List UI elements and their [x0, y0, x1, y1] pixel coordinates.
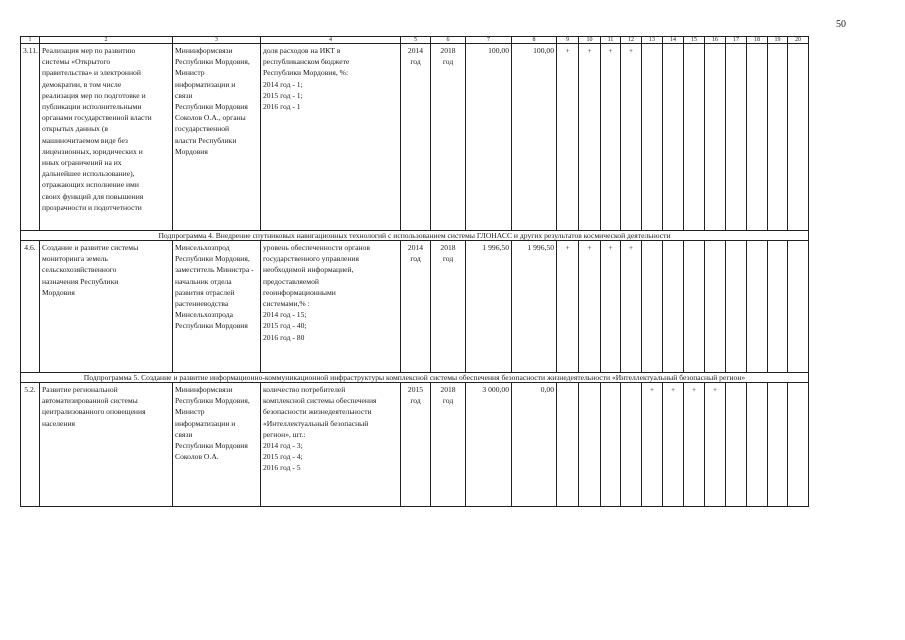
column-number-cell: 17 — [726, 37, 747, 44]
column-number-cell: 13 — [642, 37, 663, 44]
quarter-mark-cell — [788, 383, 809, 507]
item-number-cell: 5.2. — [21, 383, 40, 507]
program-table — [20, 36, 809, 507]
column-number-cell: 2 — [40, 37, 173, 44]
end-year-cell — [431, 241, 466, 373]
measure-cell — [40, 241, 173, 373]
subprogram-heading: Подпрограмма 4. Внедрение спутниковых навигационных технологий с использованием системы ГЛОНАСС и других результатов космической деятельности — [21, 231, 809, 241]
indicator-cell-line: необходимой информацией, — [263, 265, 354, 275]
item-number-cell: 3.11. — [21, 44, 40, 231]
quarter-mark-cell — [726, 241, 747, 373]
subprogram-heading-row — [21, 373, 809, 383]
end-year-cell-line: год — [442, 396, 454, 406]
end-year-cell-line: 2018 — [440, 46, 456, 55]
measure-cell-line: отражающих исполнение ими — [42, 180, 139, 190]
executor-cell-line: Республики Мордовия, — [175, 254, 250, 264]
table-row — [21, 241, 809, 373]
executor-cell-line: Республики Мордовия — [175, 321, 248, 331]
measure-cell-line: назначения Республики — [42, 276, 119, 286]
start-year-cell-line: 2014 — [407, 46, 424, 55]
executor-cell-line: Мининформсвязи — [175, 46, 233, 55]
indicator-cell-line: доля расходов на ИКТ в — [263, 46, 341, 55]
executor-cell-line: развития отраслей — [175, 287, 235, 297]
indicator-cell-line: 2015 год - 40; — [263, 321, 307, 331]
indicator-cell-line: Республики Мордовия, %: — [263, 68, 349, 78]
measure-cell-line: централизованного оповещения — [42, 407, 146, 417]
quarter-mark-cell: + — [579, 44, 601, 231]
executor-cell-line: связи — [175, 90, 193, 100]
table-row — [21, 44, 809, 231]
item-number-cell: 4.6. — [21, 241, 40, 373]
measure-cell-line: населения — [42, 418, 76, 428]
measure-cell-line: Реализация мер по развитию — [42, 46, 136, 55]
actual-value-cell: 1 996,50 — [512, 241, 557, 373]
column-number-cell: 20 — [788, 37, 809, 44]
start-year-cell-line: год — [410, 396, 421, 406]
column-number-cell: 16 — [705, 37, 726, 44]
measure-cell-line: публикации исполнительными — [42, 102, 142, 112]
executor-cell-line: Соколов О.А., органы — [175, 113, 246, 123]
measure-cell-line: своих функций для повышения — [42, 191, 144, 201]
quarter-mark-cell — [788, 241, 809, 373]
executor-cell-line: Мининформсвязи — [175, 385, 233, 394]
measure-cell-line: мониторинга земель — [42, 254, 108, 264]
measure-cell — [40, 383, 173, 507]
column-number-cell: 8 — [512, 37, 557, 44]
column-number-cell: 14 — [663, 37, 684, 44]
quarter-mark-cell: + — [621, 44, 642, 231]
measure-cell-line: правительства» и электронной — [42, 68, 141, 78]
column-number-cell: 3 — [173, 37, 261, 44]
end-year-cell-line: 2018 — [440, 385, 456, 394]
page-number: 50 — [836, 19, 846, 30]
indicator-cell — [261, 241, 401, 373]
executor-cell-line: информатизации и — [175, 79, 236, 89]
quarter-mark-cell — [642, 44, 663, 231]
indicator-cell-line: республиканском бюджете — [263, 57, 350, 67]
quarter-mark-cell — [788, 44, 809, 231]
measure-cell-line: реализация мер по подготовке и — [42, 90, 146, 100]
indicator-cell-line: регион», шт.: — [263, 429, 306, 439]
measure-cell-line: Развитие региональной — [42, 385, 118, 394]
quarter-mark-cell — [705, 44, 726, 231]
start-year-cell-line: год — [410, 57, 421, 67]
quarter-mark-cell — [726, 383, 747, 507]
quarter-mark-cell: + — [601, 44, 621, 231]
indicator-cell-line: 2014 год - 3; — [263, 441, 303, 451]
measure-cell-line: Мордовия — [42, 287, 75, 297]
executor-cell — [173, 241, 261, 373]
column-number-cell: 10 — [579, 37, 601, 44]
indicator-cell-line: безопасности жизнедеятельности — [263, 407, 372, 417]
executor-cell-line: власти Республики — [175, 135, 237, 145]
executor-cell-line: государственной — [175, 124, 230, 134]
indicator-cell-line: «Интеллектуальный безопасный — [263, 418, 369, 428]
end-year-cell-line: 2018 — [440, 243, 456, 252]
indicator-cell-line: государственного управления — [263, 254, 359, 264]
quarter-mark-cell — [747, 44, 768, 231]
executor-cell-line: Соколов О.А. — [175, 452, 219, 462]
start-year-cell — [401, 241, 431, 373]
column-number-cell: 11 — [601, 37, 621, 44]
executor-cell — [173, 383, 261, 507]
measure-cell-line: сельскохозяйственного — [42, 265, 117, 275]
quarter-mark-cell — [684, 44, 705, 231]
quarter-mark-cell — [663, 44, 684, 231]
measure-cell-line: Создание и развитие системы — [42, 243, 139, 252]
quarter-mark-cell — [557, 383, 579, 507]
executor-cell-line: Минсельхозпрод — [175, 243, 230, 252]
executor-cell-line: начальник отдела — [175, 276, 232, 286]
measure-cell-line: автоматизированной системы — [42, 396, 138, 406]
end-year-cell-line: год — [442, 57, 454, 67]
indicator-cell-line: 2015 год - 1; — [263, 90, 303, 100]
executor-cell-line: Республики Мордовия — [175, 441, 248, 451]
quarter-mark-cell — [642, 241, 663, 373]
start-year-cell-line: 2014 — [407, 243, 424, 252]
measure-cell-line: дальнейшее использование), — [42, 169, 135, 179]
start-year-cell — [401, 383, 431, 507]
quarter-mark-cell: + — [557, 241, 579, 373]
quarter-mark-cell — [621, 383, 642, 507]
column-number-cell: 4 — [261, 37, 401, 44]
end-year-cell — [431, 44, 466, 231]
column-number-row — [21, 37, 809, 44]
measure-cell — [40, 44, 173, 231]
column-number-cell: 5 — [401, 37, 431, 44]
executor-cell-line: Республики Мордовия — [175, 102, 248, 112]
indicator-cell-line: предоставляемой — [263, 276, 319, 286]
executor-cell-line: Министр — [175, 407, 205, 417]
quarter-mark-cell: + — [642, 383, 663, 507]
quarter-mark-cell: + — [684, 383, 705, 507]
quarter-mark-cell — [747, 241, 768, 373]
table-row — [21, 383, 809, 507]
executor-cell-line: заместитель Министра - — [175, 265, 254, 275]
executor-cell-line: Республики Мордовия, — [175, 396, 250, 406]
executor-cell-line: Министр — [175, 68, 205, 78]
subprogram-heading-row — [21, 231, 809, 241]
indicator-cell-line: 2016 год - 80 — [263, 332, 305, 342]
column-number-cell: 7 — [466, 37, 512, 44]
indicator-cell-line: системами,% : — [263, 299, 310, 309]
executor-cell-line: информатизации и — [175, 418, 236, 428]
start-year-cell — [401, 44, 431, 231]
executor-cell-line: Минсельхозпрода — [175, 310, 233, 320]
quarter-mark-cell — [768, 383, 788, 507]
executor-cell-line: Мордовия — [175, 146, 208, 156]
indicator-cell — [261, 383, 401, 507]
indicator-cell-line: комплексной системы обеспечения — [263, 396, 377, 406]
measure-cell-line: машиночитаемом виде без — [42, 135, 128, 145]
subprogram-heading: Подпрограмма 5. Создание и развитие информационно-коммуникационной инфраструктуры комплексной системы обеспечения безопасности жизнедеятельности «Интеллектуальный безопасный регион» — [21, 373, 809, 383]
end-year-cell-line: год — [442, 254, 454, 264]
actual-value-cell: 100,00 — [512, 44, 557, 231]
measure-cell-line: прозрачности и подотчетности — [42, 202, 142, 212]
measure-cell-line: системы «Открытого — [42, 57, 111, 67]
planned-value-cell: 3 000,00 — [466, 383, 512, 507]
indicator-cell-line: количество потребителей — [263, 385, 346, 394]
quarter-mark-cell — [747, 383, 768, 507]
measure-cell-line: демократии, в том числе — [42, 79, 122, 89]
quarter-mark-cell: + — [601, 241, 621, 373]
executor-cell-line: растениеводства — [175, 299, 229, 309]
quarter-mark-cell — [663, 241, 684, 373]
actual-value-cell: 0,00 — [512, 383, 557, 507]
indicator-cell — [261, 44, 401, 231]
end-year-cell — [431, 383, 466, 507]
indicator-cell-line: 2014 год - 1; — [263, 79, 303, 89]
planned-value-cell: 1 996,50 — [466, 241, 512, 373]
column-number-cell: 18 — [747, 37, 768, 44]
quarter-mark-cell — [768, 241, 788, 373]
indicator-cell-line: 2016 год - 5 — [263, 463, 301, 473]
column-number-cell: 12 — [621, 37, 642, 44]
quarter-mark-cell: + — [579, 241, 601, 373]
quarter-mark-cell — [601, 383, 621, 507]
quarter-mark-cell — [684, 241, 705, 373]
column-number-cell: 19 — [768, 37, 788, 44]
column-number-cell: 15 — [684, 37, 705, 44]
column-number-cell: 1 — [21, 37, 40, 44]
column-number-cell: 6 — [431, 37, 466, 44]
quarter-mark-cell: + — [705, 383, 726, 507]
quarter-mark-cell: + — [557, 44, 579, 231]
executor-cell — [173, 44, 261, 231]
measure-cell-line: органами государственной власти — [42, 113, 152, 123]
quarter-mark-cell — [579, 383, 601, 507]
indicator-cell-line: уровень обеспеченности органов — [263, 243, 370, 252]
quarter-mark-cell: + — [663, 383, 684, 507]
indicator-cell-line: геоинформационными — [263, 287, 336, 297]
indicator-cell-line: 2014 год - 15; — [263, 310, 307, 320]
measure-cell-line: открытых данных (в — [42, 124, 108, 134]
column-number-cell: 9 — [557, 37, 579, 44]
quarter-mark-cell: + — [621, 241, 642, 373]
quarter-mark-cell — [705, 241, 726, 373]
executor-cell-line: связи — [175, 429, 193, 439]
measure-cell-line: иных ограничений на их — [42, 158, 122, 168]
start-year-cell-line: год — [410, 254, 421, 264]
start-year-cell-line: 2015 — [407, 385, 424, 394]
indicator-cell-line: 2016 год - 1 — [263, 102, 301, 112]
quarter-mark-cell — [726, 44, 747, 231]
executor-cell-line: Республики Мордовия, — [175, 57, 250, 67]
quarter-mark-cell — [768, 44, 788, 231]
planned-value-cell: 100,00 — [466, 44, 512, 231]
indicator-cell-line: 2015 год - 4; — [263, 452, 303, 462]
measure-cell-line: лицензионных, юридических и — [42, 146, 143, 156]
